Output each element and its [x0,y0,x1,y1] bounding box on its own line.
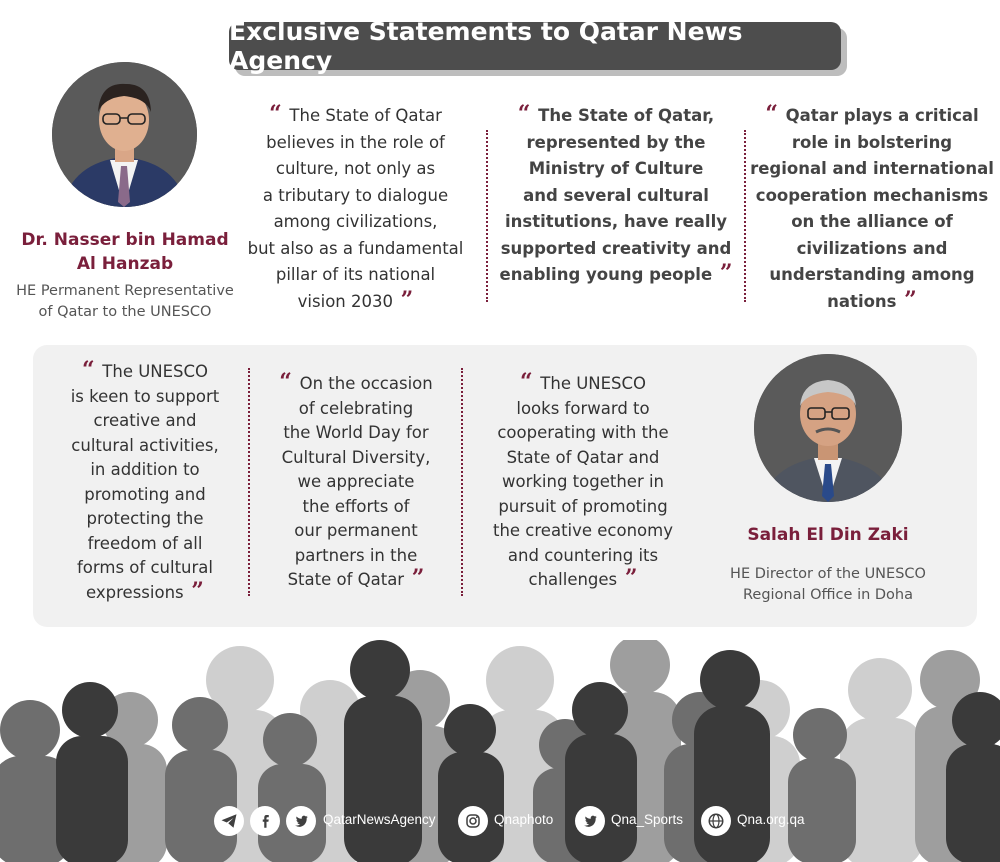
quote-line [480,446,686,471]
quote-text: The UNESCO [540,374,647,393]
quote-text: protecting the [86,509,204,528]
quote-text: believes in the role of [266,132,445,152]
quote-line [496,130,736,157]
quote-text: expressions [86,582,184,602]
person1-name [15,228,235,276]
quote-line [480,565,686,593]
quote-text: a tributary to dialogue [262,185,449,205]
person1-role [15,281,235,323]
quote-text: but also as a fundamental [247,238,464,258]
quote-text: regional and international [750,159,994,178]
quote-nasser-1 [238,103,473,315]
close-quote-icon: ” [712,260,733,286]
divider [248,368,250,596]
quote-text: civilizations and [796,238,948,258]
quote-text: State of Qatar [287,570,405,589]
quote-line [238,156,473,183]
quote-line [258,470,454,495]
quote-text: cooperating with the [497,423,669,442]
quote-zaki-3 [480,369,686,593]
social-site-label[interactable]: Qna.org.qa [737,812,805,827]
quote-text: pillar of its national [275,265,436,284]
person2-role-line2: Regional Office in Doha [742,587,914,603]
open-quote-icon: “ [519,369,541,395]
quote-line [750,209,994,236]
divider [461,368,463,596]
quote-text: among civilizations, [273,212,438,231]
open-quote-icon: “ [765,101,786,127]
quote-text: we appreciate [297,472,415,491]
twitter-icon[interactable] [286,806,316,836]
quote-text: institutions, have really [505,212,727,231]
quote-line [238,286,473,316]
quote-text: represented by the [526,132,706,152]
quote-text: State of Qatar and [506,447,660,467]
close-quote-icon: ” [404,565,425,591]
quote-line [480,369,686,397]
avatar-nasser [52,62,197,207]
quote-text: and several cultural [523,185,709,205]
quote-line [480,470,686,495]
quote-text: Ministry of Culture [528,159,704,178]
quote-line [496,183,736,210]
quote-text: The State of Qatar, [538,106,715,125]
social-sports-label[interactable]: Qna_Sports [611,812,684,827]
facebook-icon[interactable] [250,806,280,836]
quote-text: is keen to support [70,386,220,406]
twitter-icon[interactable] [575,806,605,836]
social-bar [0,800,1000,845]
quote-text: and countering its [507,545,659,565]
quote-text: The UNESCO [102,362,209,381]
quote-line [238,209,473,236]
quote-line [258,397,454,422]
quote-text: partners in the [294,545,418,565]
quote-line [50,409,240,434]
quote-line [496,236,736,263]
quote-line [258,565,454,593]
quote-line [496,103,736,130]
quote-line [480,544,686,569]
quote-line [750,286,994,316]
quote-line [750,156,994,183]
avatar-salah [754,354,902,502]
quote-line [750,130,994,157]
quote-line [480,397,686,422]
quote-line [750,236,994,263]
quote-text: in addition to [90,460,200,479]
person2-name: Salah El Din Zaki [747,525,909,545]
divider [486,130,488,302]
quote-line [258,495,454,520]
quote-line [750,103,994,130]
quote-line [50,458,240,483]
open-quote-icon: “ [517,101,539,127]
quote-text: the World Day for [283,423,429,442]
quote-nasser-3 [750,103,994,315]
person1-role-line2: of Qatar to the UNESCO [38,304,212,320]
quote-line [480,495,686,520]
person1-role-line1: HE Permanent Representative [16,283,234,299]
globe-icon[interactable] [701,806,731,836]
quote-line [50,357,240,385]
quote-text: nations [827,291,897,311]
quote-line [50,385,240,410]
person1-name-line2: Al Hanzab [76,254,174,274]
close-quote-icon: ” [183,577,204,604]
quote-line [750,183,994,210]
quote-text: enabling young people [499,265,713,284]
quote-text: Cultural Diversity, [281,447,431,467]
title-banner [229,17,841,75]
quote-text: role in bolstering [791,132,953,152]
open-quote-icon: “ [81,357,103,383]
quote-zaki-1 [50,357,240,605]
quote-text: culture, not only as [275,159,436,178]
quote-line [258,544,454,569]
quote-text: forms of cultural [77,558,213,577]
quote-line [238,103,473,130]
quote-text: supported creativity and [500,238,732,258]
close-quote-icon: ” [896,286,917,313]
quote-text: the efforts of [302,496,410,516]
person2-role [720,564,936,606]
social-agency-label[interactable]: QatarNewsAgency [323,812,436,827]
quote-line [750,262,994,289]
quote-text: creative and [93,411,197,430]
person1-name-line1: Dr. Nasser bin Hamad [21,230,229,250]
quote-line [496,156,736,183]
quote-text: cultural activities, [71,435,219,455]
quote-line [480,519,686,544]
quote-text: freedom of all [87,533,203,553]
quote-line [238,130,473,157]
quote-text: Qatar plays a critical [785,106,979,125]
divider [744,130,746,302]
quote-text: the creative economy [492,521,673,540]
quote-zaki-2 [258,369,454,593]
telegram-icon[interactable] [214,806,244,836]
quote-text: of celebrating [298,398,414,418]
quote-line [238,183,473,210]
quote-text: challenges [528,570,618,589]
quote-line [238,262,473,289]
quote-line [50,556,240,581]
quote-line [258,446,454,471]
instagram-icon[interactable] [458,806,488,836]
quote-text: promoting and [84,484,206,504]
quote-line [496,262,736,289]
quote-text: our permanent [294,521,418,540]
quote-line [50,577,240,606]
quote-line [258,421,454,446]
social-photo-label[interactable]: Qnaphoto [494,812,554,827]
quote-text: on the alliance of [791,212,953,231]
close-quote-icon: ” [393,286,414,313]
quote-line [50,532,240,557]
open-quote-icon: “ [269,101,290,127]
open-quote-icon: “ [279,369,300,395]
quote-line [50,507,240,532]
quote-line [258,519,454,544]
quote-line [50,483,240,508]
quote-line [258,369,454,397]
page-title: Exclusive Statements to Qatar News Agency [229,22,841,70]
quote-text: pursuit of promoting [498,496,668,516]
person2-role-line1: HE Director of the UNESCO [730,566,926,582]
quote-line [50,434,240,459]
quote-text: looks forward to [516,398,650,418]
quote-line [238,236,473,263]
quote-line [480,421,686,446]
quote-text: cooperation mechanisms [755,185,989,205]
quote-text: The State of Qatar [289,106,442,125]
quote-text: On the occasion [299,374,433,393]
quote-nasser-2 [496,103,736,289]
quote-line [496,209,736,236]
quote-text: vision 2030 [297,291,393,311]
quote-text: working together in [501,472,665,491]
quote-text: understanding among [769,265,975,284]
close-quote-icon: ” [617,565,638,591]
